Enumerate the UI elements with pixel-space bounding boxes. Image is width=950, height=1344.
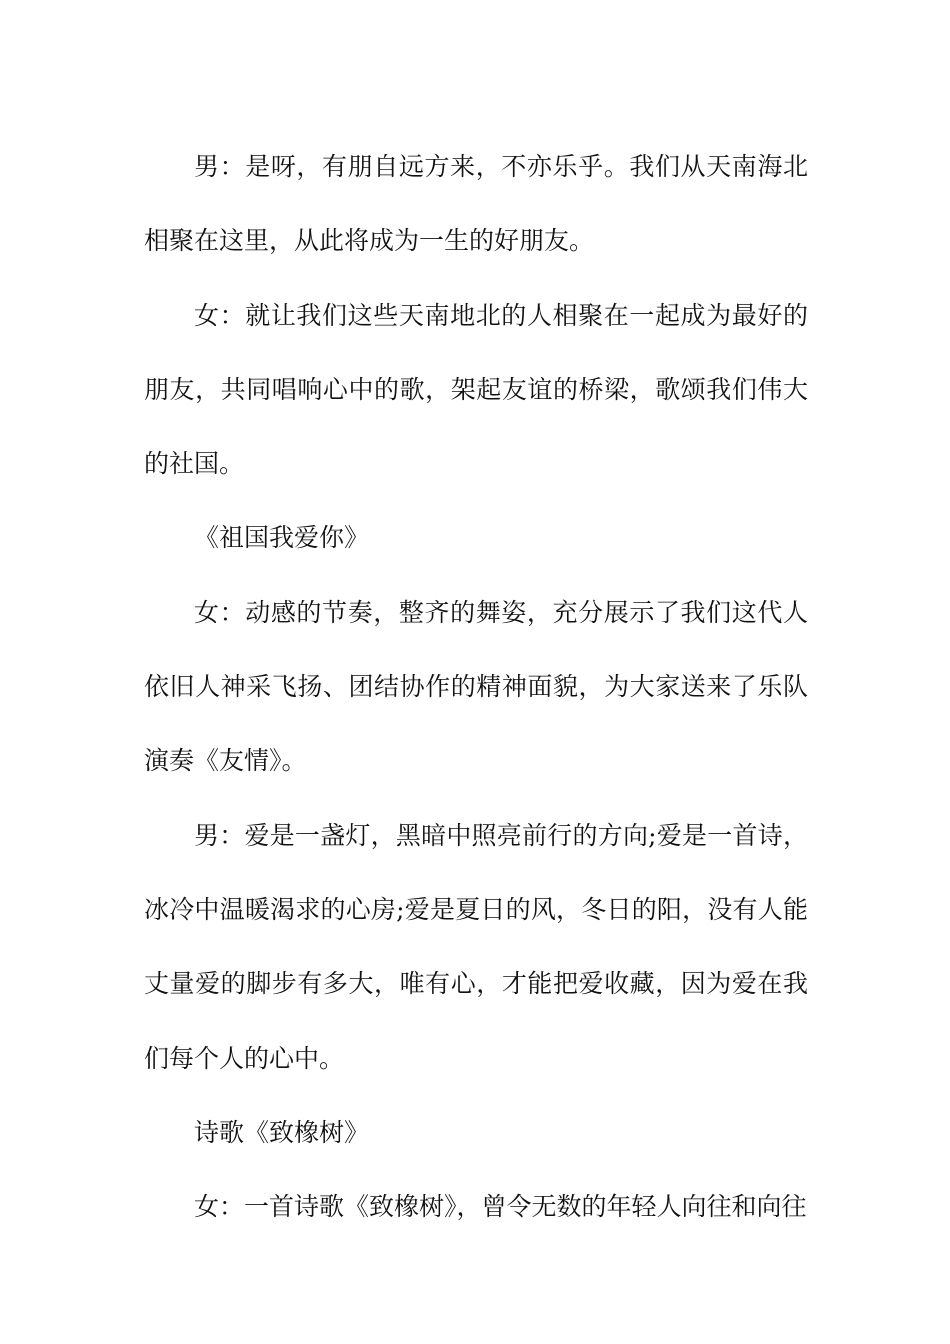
dialogue-paragraph-female-3: 女：一首诗歌《致橡树》，曾令无数的年轻人向往和向往: [194, 1192, 807, 1222]
dialogue-paragraph-female-2: 女：动感的节奏，整齐的舞姿，充分展示了我们这代人依旧人神采飞扬、团结协作的精神面貌，为大家送来了乐队演奏《友情》。: [144, 597, 808, 776]
dialogue-paragraph-male-1: 男：是呀，有朋自远方来，不亦乐乎。我们从天南海北相聚在这里，从此将成为一生的好朋友。: [144, 152, 808, 256]
program-title-motherland: 《祖国我爱你》: [194, 523, 370, 553]
dialogue-paragraph-female-1: 女：就让我们这些天南地北的人相聚在一起成为最好的朋友，共同唱响心中的歌，架起友谊的桥梁，歌颂我们伟大的社国。: [144, 300, 808, 479]
dialogue-paragraph-male-2: 男：爱是一盏灯，黑暗中照亮前行的方向;爱是一首诗，冰冷中温暖渴求的心房;爱是夏日的风，冬日的阳，没有人能丈量爱的脚步有多大，唯有心，才能把爱收藏，因为爱在我们每个人的心中。: [144, 820, 808, 1073]
program-title-poem: 诗歌《致橡树》: [194, 1117, 370, 1147]
document-body: [144, 130, 808, 1244]
